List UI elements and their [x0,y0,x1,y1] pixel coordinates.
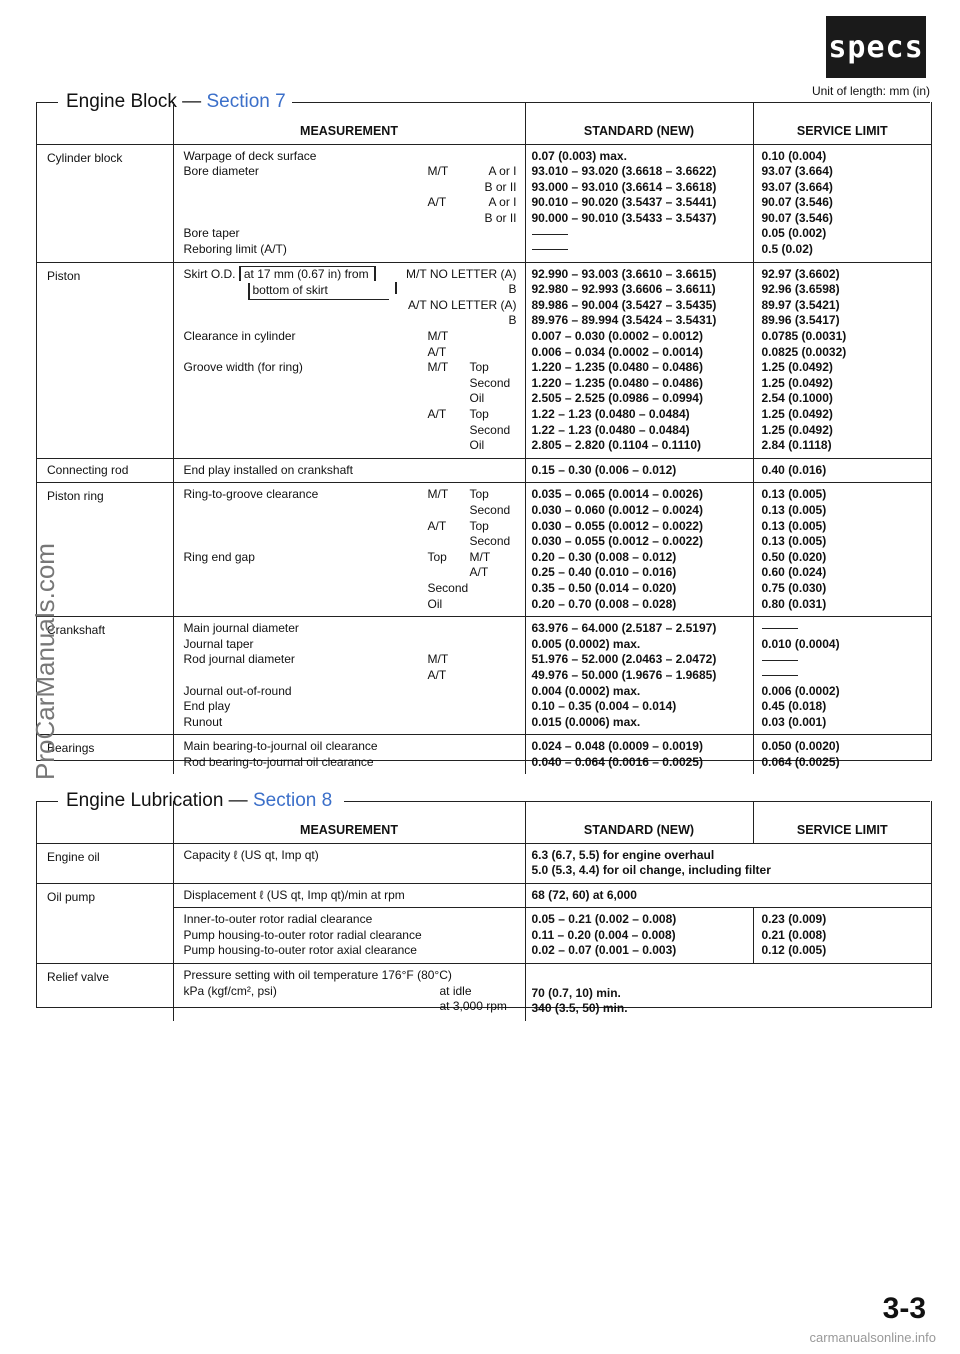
category-label: Piston ring [37,483,173,617]
table-row: Connecting rod End play installed on crankshaft 0.15 – 0.30 (0.006 – 0.012) 0.40 (0.016) [37,458,931,483]
specs-badge: specs [826,16,926,78]
category-label: Connecting rod [37,458,173,483]
watermark-text: ProCarManuals.com [30,543,60,780]
dash-mark [762,675,798,676]
table-row: Inner-to-outer rotor radial clearance Pump housing-to-outer rotor radial clearance Pump housing-to-outer rotor axial clearance 0.05 – 0.21 (0.002 – 0.008) 0.11 – 0.20 (0.004 – 0.008) 0.02 – 0.07 (0.001 – 0.003) 0.23 (0.009) 0.21 (0.008) 0.12 (0.005) [37,908,931,964]
category-label: Relief valve [37,964,173,1021]
engine-lubrication-table [36,801,932,1016]
header-service-limit: SERVICE LIMIT [753,801,931,843]
engine-block-table [36,102,932,769]
table-row: Oil pump Displacement ℓ (US qt, Imp qt)/min at rpm 68 (72, 60) at 6,000 [37,883,931,908]
unit-note: Unit of length: mm (in) [811,84,930,98]
category-label: Crankshaft [37,617,173,735]
section-8-link[interactable]: Section 8 [252,790,333,811]
header-measurement: MEASUREMENT [173,801,525,843]
footer-url: carmanualsonline.info [809,1330,936,1345]
engine-block-title: Engine Block — Section 7 [62,91,290,113]
dash-mark [532,249,568,250]
table-row: Piston Skirt O.D. at 17 mm (0.67 in) from M/T NO LETTER (A) bottom of skirt B A/T NO LETTER (A) B Clearance in cylinder M/T A/T Groove width (for ring) M/T Top Second Oil A/T Top Second Oil 92.990 – 93.003 (3.6610 – 3.6615) 92.980 – 92.993 (3.6606 – 3.6611) 89.986 – 90.004 (3.5427 – 3.5435) 89.976 – 89.994 (3.5424 – 3.5431) 0.007 – 0.030 (0.0002 – 0.0012) 0.006 – 0.034 (0.0002 – 0.0014) 1.220 – 1.235 (0.0480 – 0.0486) 1.220 – 1.235 (0.0480 – 0.0486) 2.505 – 2.525 (0.0986 – 0.0994) 1.22 – 1.23 (0.0480 – 0.0484) 1.22 – 1.23 (0.0480 – 0.0484) 2.805 – 2.820 (0.1104 – 0.1110) 92.97 (3.6602) 92.96 (3.6598) 89.97 (3.5421) 89.96 (3.5417) 0.0785 (0.0031) 0.0825 (0.0032) 1.25 (0.0492) 1.25 (0.0492) 2.54 (0.1000) 1.25 (0.0492) 1.25 (0.0492) 2.84 (0.1118) [37,262,931,458]
category-label: Piston [37,262,173,458]
table-row: Piston ring Ring-to-groove clearance M/T Top Second A/T Top Second Ring end gap Top M/T A/T Second Oil 0.035 – 0.065 (0.0014 – 0.0026) 0.030 – 0.060 (0.0012 – 0.0024) 0.030 – 0.055 (0.0012 – 0.0022) 0.030 – 0.055 (0.0012 – 0.0022) 0.20 – 0.30 (0.008 – 0.012) 0.25 – 0.40 (0.010 – 0.016) 0.35 – 0.50 (0.014 – 0.020) 0.20 – 0.70 (0.008 – 0.028) 0.13 (0.005) 0.13 (0.005) 0.13 (0.005) 0.13 (0.005) 0.50 (0.020) 0.60 (0.024) 0.75 (0.030) 0.80 (0.031) [37,483,931,617]
header-measurement: MEASUREMENT [173,102,525,144]
header-standard: STANDARD (NEW) [525,801,753,843]
page-number: 3-3 [882,1292,926,1325]
table-row: Crankshaft Main journal diameter Journal taper Rod journal diameter M/T A/T Journal out-of-round End play Runout 63.976 – 64.000 (2.5187 – 2.5197) 0.005 (0.0002) max. 51.976 – 52.000 (2.0463 – 2.0472) 49.976 – 50.000 (1.9676 – 1.9685) 0.004 (0.0002) max. 0.10 – 0.35 (0.004 – 0.014) 0.015 (0.0006) max. 0.010 (0.0004) 0.006 (0.0002) 0.45 (0.018) 0.03 (0.001) [37,617,931,735]
category-label: Bearings [37,735,173,775]
dash-mark [532,234,568,235]
table-row: Cylinder block Warpage of deck surface Bore diameter M/T A or I B or II A/T A or I B or II Bore taper Reboring limit (A/T) 0.07 (0.003) max. 93.010 – 93.020 (3.6618 – 3.6622) 93.000 – 93.010 (3.6614 – 3.6618) 90.010 – 90.020 (3.5437 – 3.5441) 90.000 – 90.010 (3.5433 – 3.5437) 0.10 (0.004) 93.07 (3.664) 93.07 (3.664) 90.07 (3.546) 90.07 (3.546) 0.05 (0.002) 0.5 (0.02) [37,144,931,262]
dash-mark [762,628,798,629]
category-label: Cylinder block [37,144,173,262]
header-standard: STANDARD (NEW) [525,102,753,144]
header-service-limit: SERVICE LIMIT [753,102,931,144]
table-row: Relief valve Pressure setting with oil temperature 176°F (80°C) kPa (kgf/cm², psi) at idle at 3,000 rpm 70 (0.7, 10) min. 340 (3.5, 50) min. [37,964,931,1021]
category-label: Oil pump [37,883,173,963]
table-row: Bearings Main bearing-to-journal oil clearance Rod bearing-to-journal oil clearance 0.024 – 0.048 (0.0009 – 0.0019) 0.040 – 0.064 (0.0016 – 0.0025) 0.050 (0.0020) 0.064 (0.0025) [37,735,931,775]
engine-lubrication-title: Engine Lubrication — Section 8 [62,790,336,812]
section-7-link[interactable]: Section 7 [206,91,286,112]
category-label: Engine oil [37,843,173,883]
table-row: Engine oil Capacity ℓ (US qt, Imp qt) 6.3 (6.7, 5.5) for engine overhaul 5.0 (5.3, 4.4) for oil change, including filter [37,843,931,883]
dash-mark [762,660,798,661]
